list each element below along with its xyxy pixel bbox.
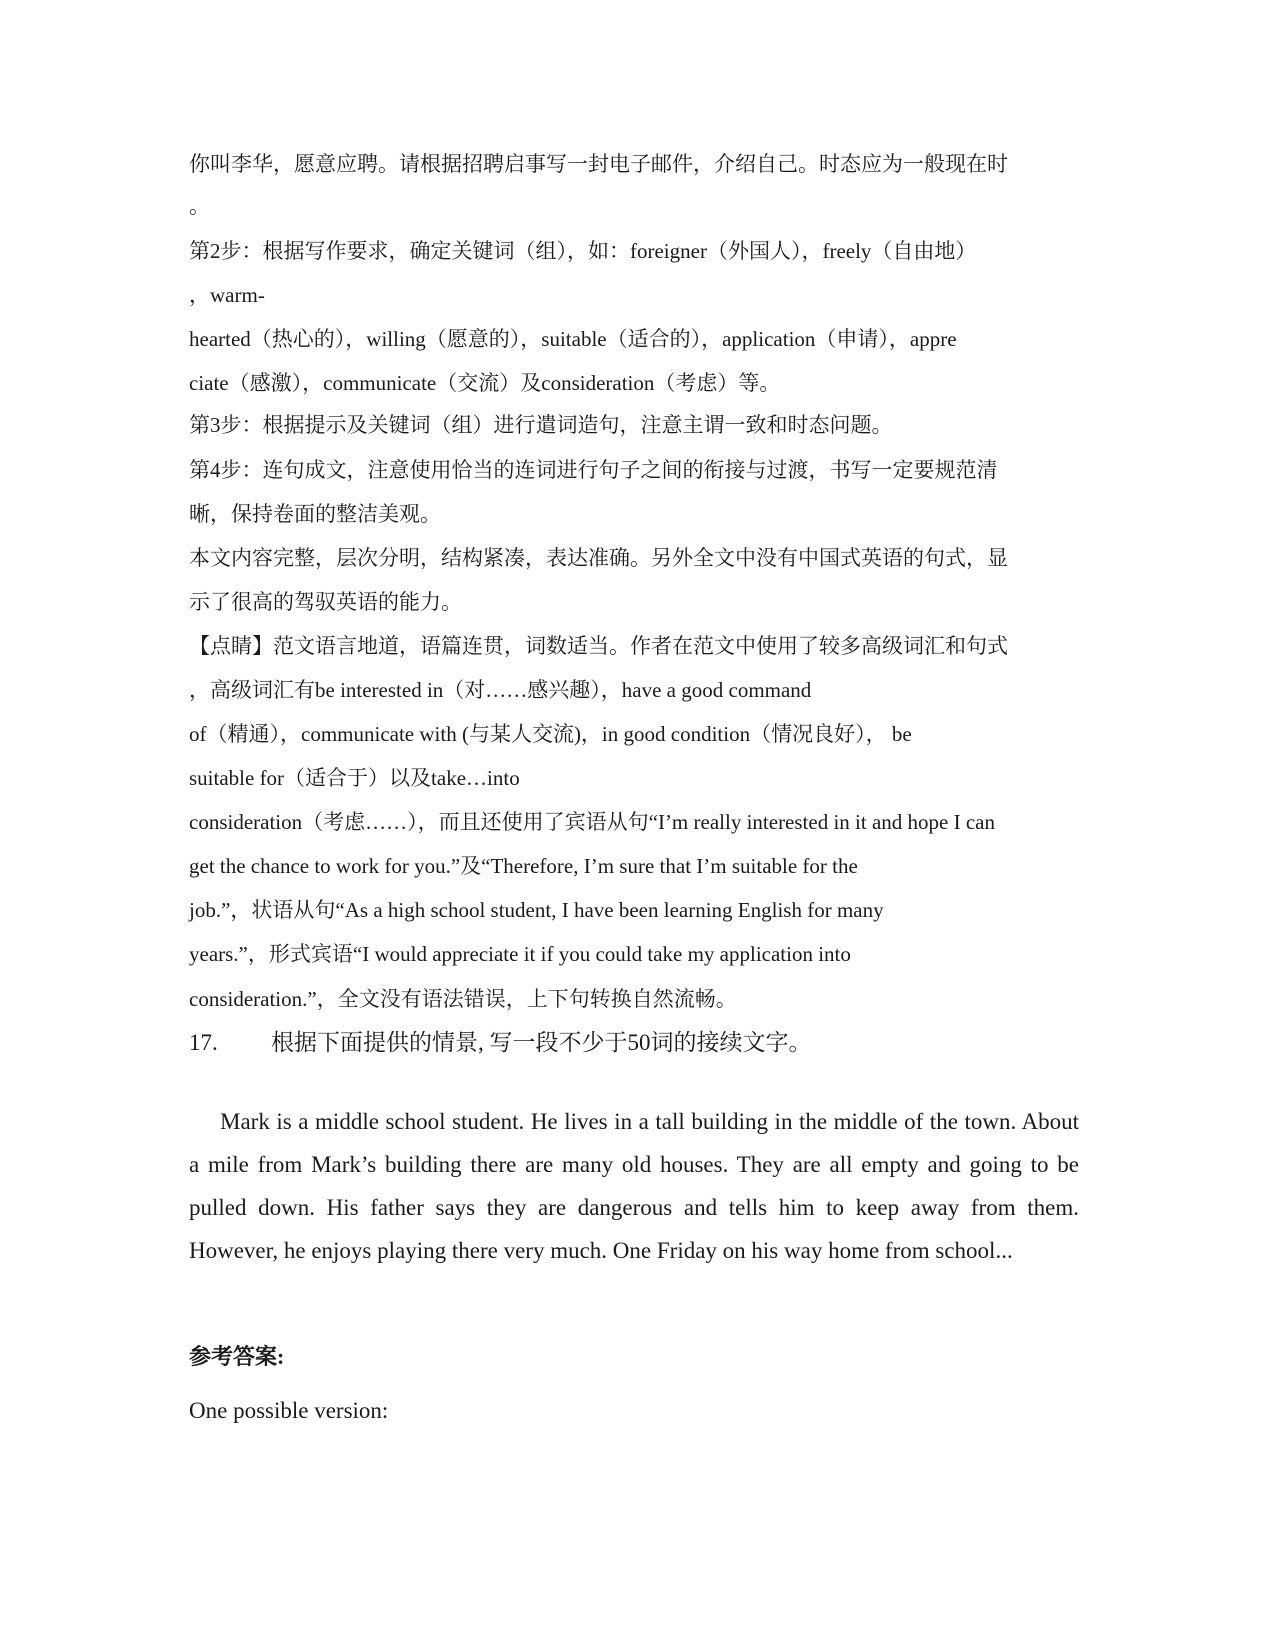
text-line: ，warm- — [189, 283, 265, 307]
text-line: 【点睛】范文语言地道，语篇连贯，词数适当。作者在范文中使用了较多高级词汇和句式 — [189, 634, 1008, 658]
text-line: consideration（考虑……），而且还使用了宾语从句“I’m really interested in it and hope I can — [189, 810, 995, 834]
text-line: 晰，保持卷面的整洁美观。 — [189, 502, 441, 526]
text-line: ，高级词汇有be interested in（对……感兴趣），have a good command — [189, 678, 812, 702]
question-prompt: 根据下面提供的情景, 写一段不少于50词的接续文字。 — [271, 1030, 812, 1055]
text-line: years.”，形式宾语“I would appreciate it if you could take my application into — [189, 942, 851, 966]
answer-intro: One possible version: — [189, 1398, 389, 1423]
text-line: of（精通），communicate with (与某人交流)，in good condition（情况良好）， be — [189, 722, 912, 746]
text-line: job.”，状语从句“As a high school student, I have been learning English for many — [189, 898, 884, 922]
answer-heading: 参考答案: — [189, 1344, 285, 1369]
text-line: 你叫李华，愿意应聘。请根据招聘启事写一封电子邮件，介绍自己。时态应为一般现在时 — [189, 152, 1008, 176]
question-17 — [189, 1028, 812, 1058]
text-line: get the chance to work for you.”及“Therefore, I’m sure that I’m suitable for the — [189, 854, 858, 878]
text-line: 第4步：连句成文，注意使用恰当的连词进行句子之间的衔接与过渡，书写一定要规范清 — [189, 458, 998, 482]
question-number: 17. — [189, 1030, 218, 1055]
text-line: consideration.”，全文没有语法错误，上下句转换自然流畅。 — [189, 987, 737, 1011]
text-line: 。 — [189, 194, 210, 218]
text-line: hearted（热心的），willing（愿意的），suitable（适合的），application（申请），appre — [189, 327, 957, 351]
story-paragraph: Mark is a middle school student. He lives in a tall building in the middle of the town. About a mile from Mark’s building there are many old houses. They are all empty and going to be pulled down. His father says they are dangerous and tells him to keep away from them. However, he enjoys playing there very much. One Friday on his way home from school... — [189, 1109, 1079, 1263]
text-line: 示了很高的驾驭英语的能力。 — [189, 590, 462, 614]
text-line: suitable for（适合于）以及take…into — [189, 766, 520, 790]
text-line: 第3步：根据提示及关键词（组）进行遣词造句，注意主谓一致和时态问题。 — [189, 413, 893, 437]
text-line: 本文内容完整，层次分明，结构紧凑，表达准确。另外全文中没有中国式英语的句式，显 — [189, 546, 1008, 570]
text-line: ciate（感激），communicate（交流）及consideration（考虑）等。 — [189, 371, 781, 395]
text-line: 第2步：根据写作要求，确定关键词（组），如：foreigner（外国人），freely（自由地） — [189, 239, 977, 263]
